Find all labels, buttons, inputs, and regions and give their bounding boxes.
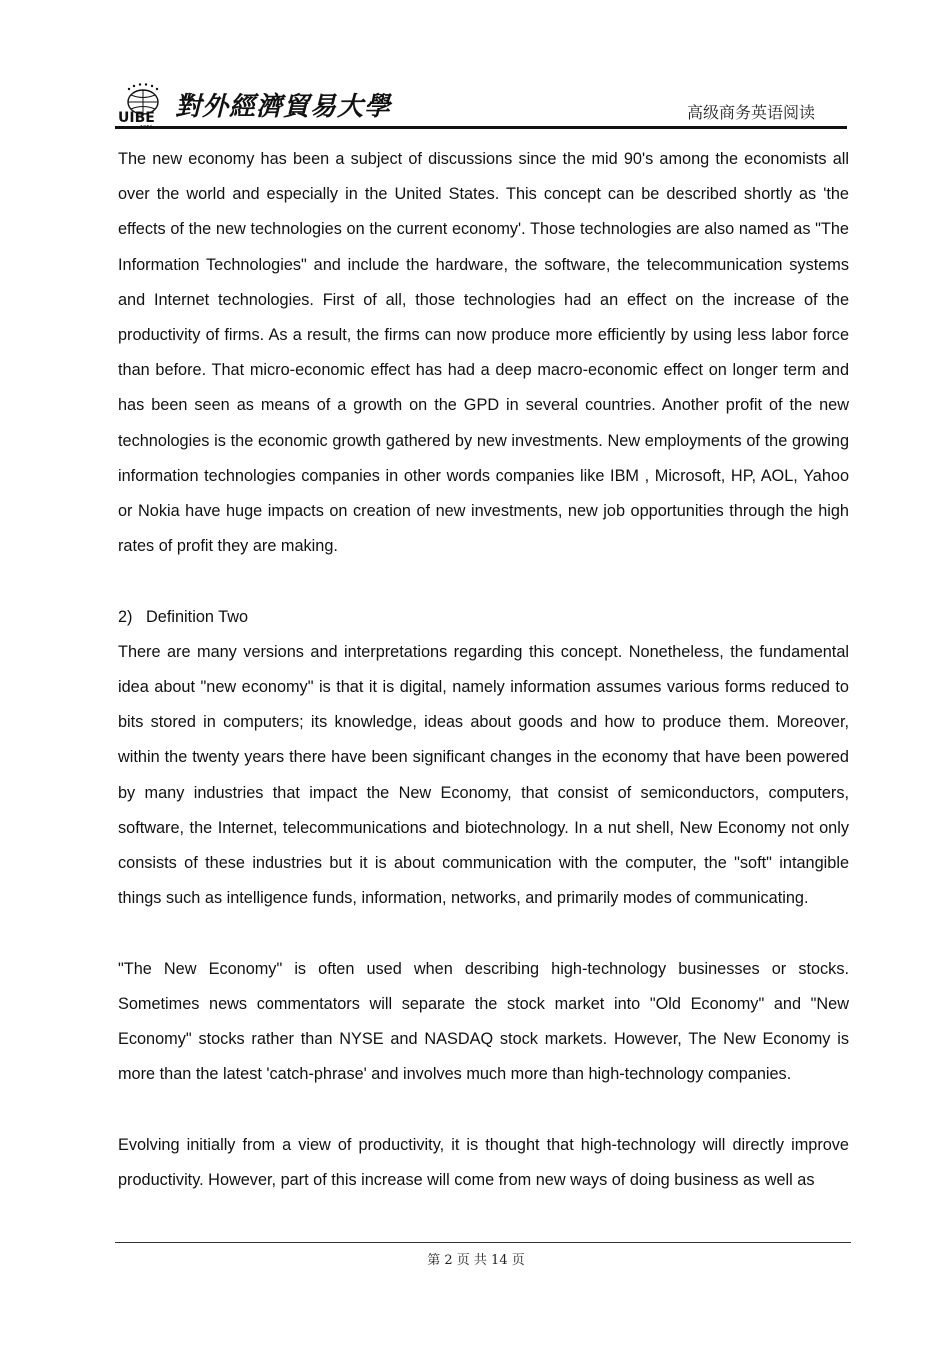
- paragraph-gap: [118, 564, 849, 599]
- section-heading-definition-two: 2) Definition Two: [118, 607, 249, 626]
- course-title: 高级商务英语阅读: [686, 103, 815, 122]
- paragraph-definition-two: There are many versions and interpretations regarding this concept. Nonetheless, the fundamental idea about "new economy" is that it is digital, namely information assumes various forms reduced to bits stored in computers; its knowledge, ideas about goods and how to produce them. Moreover, within the twenty years there have been significant changes in the economy that have been powered by many industries that impact the New Economy, that consist of semiconductors, computers, software, the Internet, telecommunications and biotechnology. In a nut shell, New Economy not only consists of these industries but it is about communication with the computer, the "soft" intangible things such as intelligence funds, information, networks, and primarily modes of communicating.: [118, 642, 849, 908]
- document-body: [118, 142, 849, 1198]
- paragraph-new-economy-stocks: "The New Economy" is often used when describing high-technology businesses or stocks. Sometimes news commentators will separate the stock market into "Old Economy" and "New Economy" stocks rather than NYSE and NASDAQ stock markets. However, The New Economy is more than the latest 'catch-phrase' and involves much more than high-technology companies.: [118, 959, 849, 1084]
- logo-text: UIBE: [118, 110, 155, 126]
- university-logo: [115, 80, 173, 130]
- page-number: 第 2 页 共 14 页: [427, 1253, 525, 1268]
- footer-rule: [115, 1242, 851, 1243]
- header-rule: [115, 126, 847, 129]
- paragraph-new-economy-intro: The new economy has been a subject of discussions since the mid 90's among the economists all over the world and especially in the United States. This concept can be described shortly as 'the effects of the new technologies on the current economy'. Those technologies are also named as "The Information Technologies" and include the hardware, the software, the telecommunication systems and Internet technologies. First of all, those technologies had an effect on the increase of the productivity of firms. As a result, the firms can now produce more efficiently by using less labor force than before. That micro-economic effect has had a deep macro-economic effect on longer term and has been seen as means of a growth on the GPD in several countries. Another profit of the new technologies is the economic growth gathered by new investments. New employments of the growing information technologies companies in other words companies like IBM , Microsoft, HP, AOL, Yahoo or Nokia have huge impacts on creation of new investments, new job opportunities through the high rates of profit they are making.: [118, 150, 849, 556]
- logo-year: 1951: [140, 125, 153, 130]
- university-name: 對外經濟貿易大學: [175, 92, 392, 122]
- paragraph-gap: [118, 916, 849, 951]
- page-header: [115, 80, 847, 130]
- paragraph-productivity: Evolving initially from a view of productivity, it is thought that high-technology will directly improve productivity. However, part of this increase will come from new ways of doing business as well as: [118, 1135, 849, 1189]
- paragraph-gap: [118, 1092, 849, 1127]
